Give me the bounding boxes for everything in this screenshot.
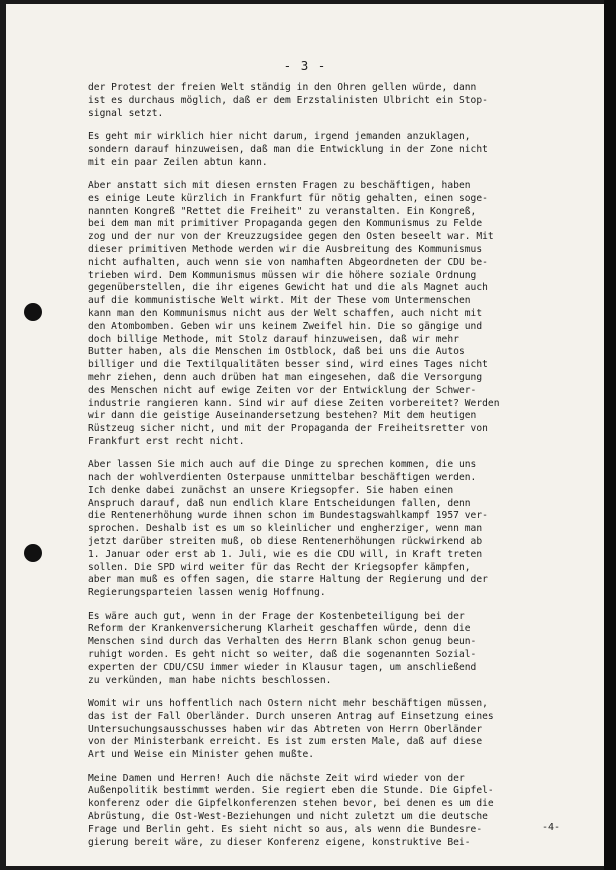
text-line: sondern darauf hinzuweisen, daß man die Entwicklung in der Zone nicht [88,143,488,155]
text-line: Es wäre auch gut, wenn in der Frage der Kostenbeteiligung bei der [88,610,465,622]
text-line: konferenz oder die Gipfelkonferenzen stehen bevor, bei denen es um die [88,798,494,810]
page-number: - 3 - [283,58,327,73]
page-continuation-marker: -4- [542,822,561,833]
text-line: nicht aufhalten, auch wenn sie von namhaften Abgeordneten der CDU be- [88,256,488,268]
text-line: von der Ministerbank erreicht. Es ist zum ersten Male, daß auf diese [88,736,483,748]
text-line: Menschen sind durch das Verhalten des Herrn Blank schon genug beun- [88,636,477,648]
text-line: mit ein paar Zeilen abtun kann. [88,156,268,168]
text-line: signal setzt. [88,107,164,119]
text-line: ist es durchaus möglich, daß er dem Erzstalinisten Ulbricht ein Stop- [88,94,488,106]
text-line: auf die kommunistische Welt wirkt. Mit der These vom Untermenschen [88,295,471,307]
text-line: Frage und Berlin geht. Es sieht nicht so aus, als wenn die Bundesre- [88,823,483,835]
text-line: doch billige Methode, mit Stolz darauf hinzuweisen, daß wir mehr [88,333,459,345]
paragraph [88,82,564,120]
document-page [6,4,604,866]
text-line: zu verkünden, man habe nichts beschlossen. [88,674,332,686]
text-line: den Atombomben. Geben wir uns keinem Zweifel hin. Die so gängige und [88,320,483,332]
text-line: zog und der nur von der Kreuzzugsidee gegen den Osten beseelt war. Mit [88,231,494,243]
text-line: billiger und die Textilqualitäten besser sind, wird eines Tages nicht [88,359,488,371]
text-line: sollen. Die SPD wird weiter für das Recht der Kriegsopfer kämpfen, [88,561,471,573]
text-line: trieben wird. Dem Kommunismus müssen wir die höhere soziale Ordnung [88,269,477,281]
text-line: aber man muß es offen sagen, die starre Haltung der Regierung und der [88,574,488,586]
text-line: nach der wohlverdienten Osterpause unmittelbar beschäftigen werden. [88,472,477,484]
text-line: Rüstzeug sicher nicht, und mit der Propaganda der Freiheitsretter von [88,423,488,435]
text-line: 1. Januar oder erst ab 1. Juli, wie es die CDU will, in Kraft treten [88,548,483,560]
paragraph [88,131,564,169]
text-line: bei dem man mit primitiver Propaganda gegen den Kommunismus zu Felde [88,218,483,230]
text-line: Aber anstatt sich mit diesen ernsten Fragen zu beschäftigen, haben [88,179,471,191]
text-line: mehr ziehen, denn auch drüben hat man eingesehen, daß die Versorgung [88,371,483,383]
text-line: Untersuchungsausschusses haben wir das Abtreten von Herrn Oberländer [88,723,483,735]
text-line: Aber lassen Sie mich auch auf die Dinge zu sprechen kommen, die uns [88,459,477,471]
text-line: sprochen. Deshalb ist es um so kleinlicher und engherziger, wenn man [88,523,483,535]
paragraph [88,773,564,850]
text-line: das ist der Fall Oberländer. Durch unseren Antrag auf Einsetzung eines [88,710,494,722]
punch-hole [24,544,42,562]
text-line: gegenüberstellen, die ihr eigenes Gewicht hat und die als Magnet auch [88,282,488,294]
text-line: Reform der Krankenversicherung Klarheit geschaffen würde, denn die [88,623,471,635]
text-line: nannten Kongreß "Rettet die Freiheit" zu veranstalten. Ein Kongreß, [88,205,477,217]
text-line: Abrüstung, die Ost-West-Beziehungen und nicht zuletzt um die deutsche [88,811,488,822]
text-line: des Menschen nicht auf ewige Zeiten vor der Entwicklung der Schwer- [88,384,477,396]
punch-hole [24,303,42,321]
paragraph [88,611,564,688]
scan-edge [604,0,616,870]
text-line: Regierungsparteien lassen wenig Hoffnung. [88,587,326,599]
text-line: Meine Damen und Herren! Auch die nächste Zeit wird wieder von der [88,772,465,784]
text-line: industrie rangieren kann. Sind wir auf diese Zeiten vorbereitet? Werden [88,397,500,409]
text-line: gierung bereit wäre, zu dieser Konferenz eigene, konstruktive Bei- [88,836,471,848]
paragraph [88,180,564,449]
text-line: Art und Weise ein Minister gehen mußte. [88,749,315,761]
text-line: dieser primitiven Methode werden wir die Ausbreitung des Kommunismus [88,243,483,255]
paragraph [88,459,564,600]
text-line: Außenpolitik bestimmt werden. Sie regiert eben die Stunde. Die Gipfel- [88,785,494,797]
text-line: Ich denke dabei zunächst an unsere Kriegsopfer. Sie haben einen [88,484,454,496]
text-line: Es geht mir wirklich hier nicht darum, irgend jemanden anzuklagen, [88,130,471,142]
text-line: Butter haben, als die Menschen im Ostblock, daß bei uns die Autos [88,346,465,358]
text-line: die Rentenerhöhung wurde ihnen schon im Bundestagswahlkampf 1957 ver- [88,510,488,522]
text-line: Anspruch darauf, daß nun endlich klare Entscheidungen fallen, denn [88,497,471,509]
text-line: wir dann die geistige Auseinandersetzung bestehen? Mit dem heutigen [88,410,477,422]
text-line: kann man den Kommunismus nicht aus der Welt schaffen, auch nicht mit [88,307,483,319]
text-line: jetzt darüber streiten muß, ob diese Rentenerhöhungen rückwirkend ab [88,536,483,548]
paragraph [88,698,564,762]
text-line: es einige Leute kürzlich in Frankfurt für nötig gehalten, einen soge- [88,192,488,204]
text-line: Frankfurt erst recht nicht. [88,435,245,447]
text-line: der Protest der freien Welt ständig in den Ohren gellen würde, dann [88,82,477,93]
text-line: Womit wir uns hoffentlich nach Ostern nicht mehr beschäftigen müssen, [88,698,488,710]
body-text [88,82,564,860]
text-line: ruhigt worden. Es geht nicht so weiter, daß die sogenannten Sozial- [88,649,477,661]
text-line: experten der CDU/CSU immer wieder in Klausur tagen, um anschließend [88,661,477,673]
